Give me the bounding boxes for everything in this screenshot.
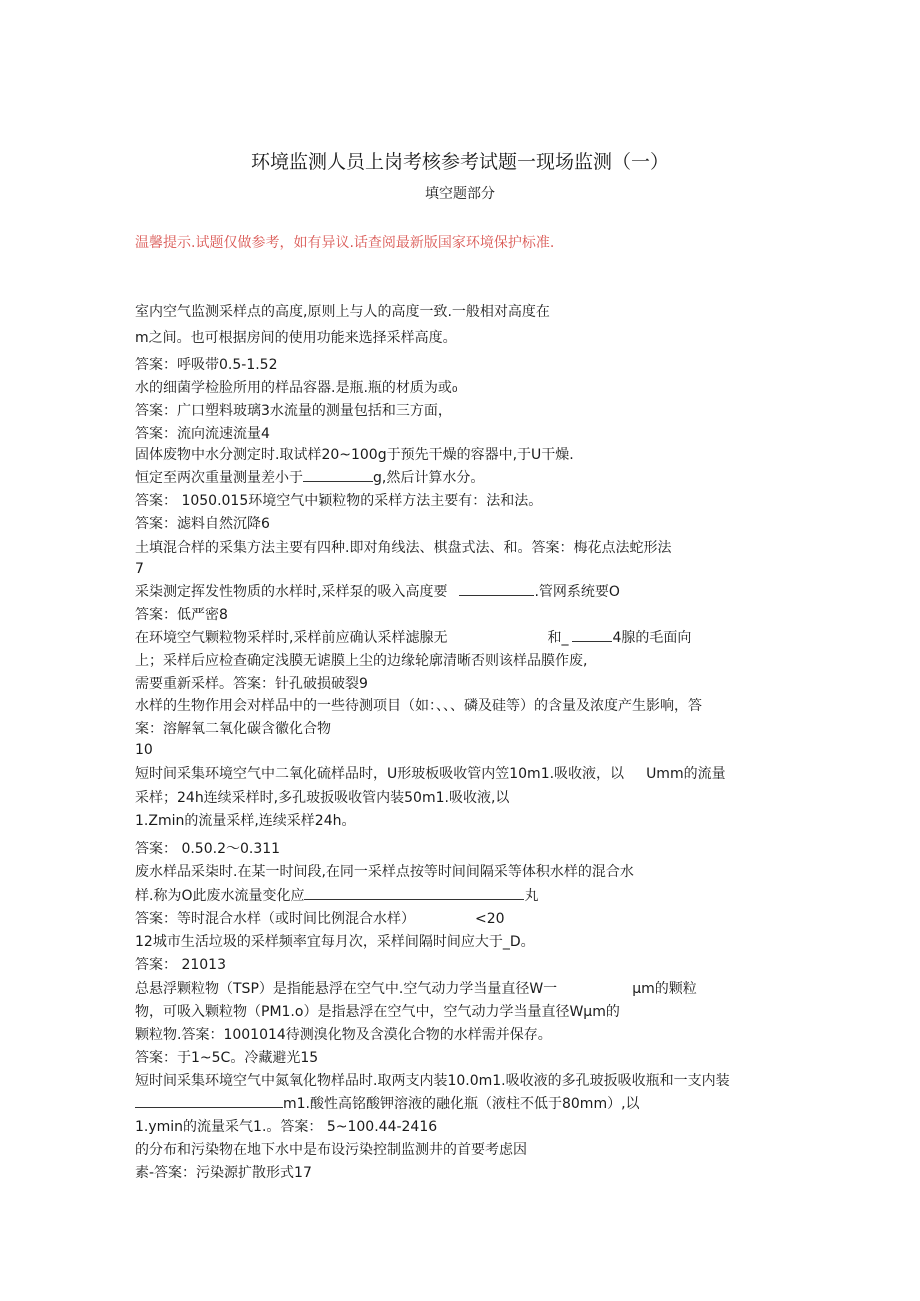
answer-line: 颗粒物.答案：1001014待测溴化物及含漠化合物的水样需并保存。 bbox=[135, 1027, 552, 1043]
warm-tip-notice: 温馨提示.试题仅做参考，如有异议.话查阅最新版国家环境保护标准. bbox=[135, 235, 555, 251]
text-line: 土填混合样的采集方法主要有四种.即对角线法、棋盘式法、和。答案：梅花点法蛇形法 bbox=[135, 540, 672, 556]
text-line bbox=[135, 1095, 640, 1113]
text-line: 水样的生物作用会对样品中的一些待测项目（如：、、、磷及硅等）的含量及浓度产生影响，答 bbox=[135, 698, 702, 714]
answer-line bbox=[135, 910, 505, 928]
text-line: 物，可吸入颗粒物（PM1.o）是指悬浮在空气中，空气动力学当量直径Wμm的 bbox=[135, 1004, 620, 1020]
text-line: 废水样品采柒时.在某一时间段,在同一采样点按等时间间隔采等体积水样的混合水 bbox=[135, 864, 634, 880]
document-title: 环境监测人员上岗考核参考试题一现场监测（一） bbox=[250, 151, 669, 173]
document-subtitle: 填空题部分 bbox=[425, 186, 495, 202]
text-fragment: 在环境空气颗粒物采样时,采样前应确认采样滤腺无 bbox=[135, 630, 448, 646]
text-line: 短时间采集环境空气中氮氧化物样品时.取两支内装10.0m1.吸收液的多孔玻扳吸收瓶和一支内装 bbox=[135, 1073, 730, 1089]
fill-blank bbox=[304, 887, 524, 900]
text-line bbox=[135, 980, 697, 998]
answer-line: 答案：低严密8 bbox=[135, 607, 228, 623]
text-line: m之间。也可根据房间的使用功能来选择采样高度。 bbox=[135, 330, 457, 346]
text-line bbox=[135, 629, 691, 647]
answer-line: 答案： 1050.015环境空气中颖粒物的采样方法主要有：法和法。 bbox=[135, 493, 543, 509]
text-line: 室内空气监测采样点的高度,原则上与人的高度一致.一般相对高度在 bbox=[135, 304, 550, 320]
text-line: 固体废物中水分测定时.取试样20~100g于预先干燥的容器中,于U干燥. bbox=[135, 447, 574, 463]
answer-line: 案：溶解氧二氧化碳含徽化合物 bbox=[135, 721, 331, 737]
text-fragment: 短时间采集环境空气中二氧化硫样品时，U形玻板吸收管内笠10m1.吸收液，以 bbox=[135, 766, 625, 782]
answer-line: 答案：滤料自然沉降6 bbox=[135, 516, 270, 532]
text-fragment: 答案：等时混合水样（或时间比例混合水样） bbox=[135, 911, 415, 927]
text-fragment: 恒定至两次重量测量差小于 bbox=[135, 470, 303, 486]
text-fragment: 4腺的毛面向 bbox=[612, 630, 692, 646]
text-fragment: 丸 bbox=[524, 888, 539, 904]
text-fragment: μm的颗粒 bbox=[632, 981, 697, 997]
answer-line: 答案： 21013 bbox=[135, 957, 226, 973]
text-fragment: 采柒测定挥发性物质的水样时,采样泵的吸入高度要 bbox=[135, 584, 448, 600]
text-fragment: 样.称为O此废水流量变化应 bbox=[135, 888, 305, 904]
text-fragment: .管网系统要O bbox=[534, 584, 620, 600]
text-line: 的分布和污染物在地下水中是布设污染控制监测井的首要考虑因 bbox=[135, 1142, 527, 1158]
text-line bbox=[135, 887, 538, 905]
text-fragment: <20 bbox=[475, 911, 505, 927]
answer-line: 需要重新采样。答案：针孔破损破裂9 bbox=[135, 676, 368, 692]
answer-line: 1.ymin的流量采气1.。答案： 5~100.44-2416 bbox=[135, 1119, 438, 1135]
answer-line: 答案：流向流速流量4 bbox=[135, 426, 270, 442]
text-line: 采样；24h连续采样时,多孔玻扳吸收管内装50m1.吸收液,以 bbox=[135, 790, 510, 806]
answer-line: 答案：广口塑料玻璃3水流量的测量包括和三方面， bbox=[135, 403, 452, 419]
text-line bbox=[135, 583, 620, 601]
answer-line: 素-答案：污染源扩散形式17 bbox=[135, 1165, 312, 1181]
text-fragment: Umm的流量 bbox=[646, 766, 726, 782]
question-number: 7 bbox=[135, 561, 144, 577]
text-line: 1.Zmin的流量采样,连续采样24h。 bbox=[135, 813, 356, 829]
text-line: 水的细菌学检脸所用的样品容器.是瓶.瓶的材质为或₀ bbox=[135, 380, 458, 396]
answer-line: 答案： 0.50.2～0.311 bbox=[135, 841, 281, 857]
text-fragment: m1.酸性高铭酸钾溶液的融化瓶（液柱不低于80mm）,以 bbox=[283, 1096, 640, 1112]
fill-blank bbox=[135, 1095, 283, 1108]
text-line: 12城市生活垃圾的采样频率宜每月次，采样间隔时间应大于_D。 bbox=[135, 934, 535, 950]
answer-line: 答案：呼吸带0.5-1.52 bbox=[135, 357, 278, 373]
fill-blank bbox=[303, 469, 373, 482]
fill-blank bbox=[572, 629, 612, 642]
text-line: 上；采样后应检查确定浅膜无谑膜上尘的边缘轮廓清晰否则该样品膜作废, bbox=[135, 653, 588, 669]
answer-line: 答案：于1~5C。冷藏避光15 bbox=[135, 1050, 319, 1066]
text-line bbox=[135, 469, 484, 487]
text-fragment: g,然后计算水分。 bbox=[373, 470, 485, 486]
text-line bbox=[135, 765, 726, 783]
text-fragment: 和_ bbox=[547, 630, 569, 646]
fill-blank bbox=[459, 583, 534, 596]
question-number: 10 bbox=[135, 742, 153, 758]
text-fragment: 总悬浮颗粒物（TSP）是指能悬浮在空气中.空气动力学当量直径W一 bbox=[135, 981, 558, 997]
